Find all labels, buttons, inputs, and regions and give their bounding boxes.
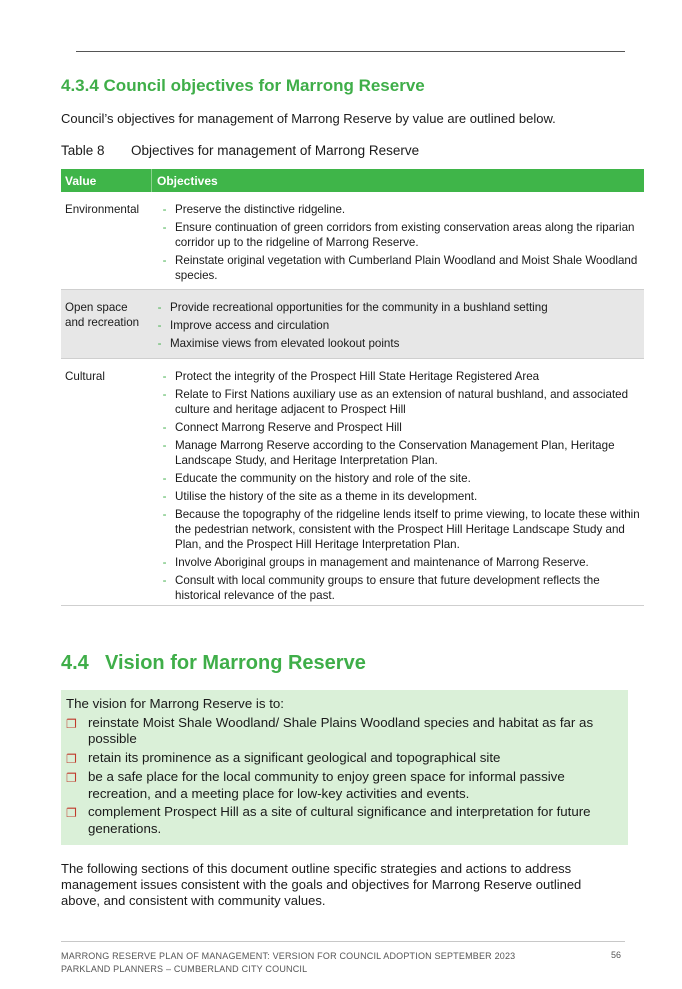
table-number: Table 8 <box>61 143 105 158</box>
dash-marker: - <box>162 370 167 383</box>
dash-marker: - <box>162 574 167 587</box>
header-objectives: Objectives <box>157 174 218 188</box>
list-item: - Preserve the distinctive ridgeline. <box>154 202 644 217</box>
checkbox-bullet-icon: ❐ <box>66 751 77 766</box>
list-item: - Manage Marrong Reserve according to the Conservation Management Plan, Heritage Landscape Study, and Heritage Interpretation Plan. <box>154 438 644 468</box>
dash-marker: - <box>162 490 167 503</box>
vision-heading <box>61 652 366 675</box>
dash-marker: - <box>162 388 167 401</box>
table-row <box>61 359 644 606</box>
section-heading: 4.3.4 Council objectives for Marrong Reserve <box>61 76 425 95</box>
dash-marker: - <box>157 337 162 350</box>
dash-marker: - <box>162 556 167 569</box>
list-item: - Ensure continuation of green corridors from existing conservation areas along the riparian corridor up to the ridgeline of Marrong Reserve. <box>154 220 644 250</box>
list-item: - Consult with local community groups to ensure that future development reflects the historical relevance of the past. <box>154 573 644 603</box>
row-value: Environmental <box>65 203 140 216</box>
list-item: - Connect Marrong Reserve and Prospect Hill <box>154 420 644 435</box>
page-number: 56 <box>611 950 622 960</box>
dash-marker: - <box>162 421 167 434</box>
list-item: - Because the topography of the ridgeline lends itself to prime viewing, to locate these within the pedestrian network, consistent with the Prospect Hill Heritage Landscape Study and Plan, and the Prospect Hill Heritage Interpretation Plan. <box>154 507 644 552</box>
row-objectives <box>149 300 644 358</box>
vision-heading-text: Vision for Marrong Reserve <box>105 652 366 674</box>
list-item: - Educate the community on the history and role of the site. <box>154 471 644 486</box>
list-item: ❐ be a safe place for the local community to enjoy green space for informal passive recreation, and a meeting place for low-key activities and events. <box>66 769 565 801</box>
table-title: Objectives for management of Marrong Reserve <box>131 143 420 158</box>
list-item: - Protect the integrity of the Prospect Hill State Heritage Registered Area <box>154 369 644 384</box>
header-rule <box>76 51 625 52</box>
list-item: - Improve access and circulation <box>149 318 644 333</box>
footer-line-2: PARKLAND PLANNERS – CUMBERLAND CITY COUNCIL <box>61 964 308 974</box>
header-value: Value <box>61 169 152 192</box>
dash-marker: - <box>162 439 167 452</box>
closing-paragraph: The following sections of this document outline specific strategies and actions to address management issues consistent with the goals and objectives for Marrong Reserve outlined above, and consistent with community values. <box>61 861 582 908</box>
list-item: - Utilise the history of the site as a theme in its development. <box>154 489 644 504</box>
list-item: - Relate to First Nations auxiliary use as an extension of natural bushland, and associated culture and heritage adjacent to Prospect Hill <box>154 387 644 417</box>
dash-marker: - <box>162 508 167 521</box>
list-item: - Involve Aboriginal groups in management and maintenance of Marrong Reserve. <box>154 555 644 570</box>
table-row <box>61 192 644 290</box>
footer-rule <box>61 941 625 942</box>
checkbox-bullet-icon: ❐ <box>66 806 77 820</box>
vision-box <box>61 690 628 845</box>
section-intro: Council’s objectives for management of Marrong Reserve by value are outlined below. <box>61 111 556 126</box>
table-row <box>61 290 644 359</box>
list-item: - Maximise views from elevated lookout points <box>149 336 644 351</box>
vision-lead: The vision for Marrong Reserve is to: <box>66 696 285 711</box>
vision-section-number: 4.4 <box>61 652 89 674</box>
dash-marker: - <box>162 221 167 234</box>
objectives-table <box>61 169 644 606</box>
list-item: ❐ retain its prominence as a significant geological and topographical site <box>66 749 501 766</box>
table-caption <box>61 143 419 158</box>
dash-marker: - <box>162 254 167 267</box>
row-objectives <box>152 202 644 289</box>
checkbox-bullet-icon: ❐ <box>66 716 77 731</box>
list-item: ❐ reinstate Moist Shale Woodland/ Shale Plains Woodland species and habitat as far as possible <box>66 714 594 746</box>
table-header-row <box>61 169 644 192</box>
row-value: Open space and recreation <box>65 301 140 329</box>
list-item: - Provide recreational opportunities for the community in a bushland setting <box>149 300 644 315</box>
list-item: ❐ complement Prospect Hill as a site of cultural significance and interpretation for future generations. <box>66 804 591 836</box>
dash-marker: - <box>162 472 167 485</box>
row-objectives <box>152 369 644 605</box>
checkbox-bullet-icon: ❐ <box>66 771 77 785</box>
dash-marker: - <box>162 203 167 216</box>
dash-marker: - <box>157 301 162 314</box>
row-value: Cultural <box>65 370 105 383</box>
list-item: - Reinstate original vegetation with Cumberland Plain Woodland and Moist Shale Woodland species. <box>154 253 644 283</box>
footer <box>61 950 515 976</box>
footer-line-1: MARRONG RESERVE PLAN OF MANAGEMENT: VERSION FOR COUNCIL ADOPTION SEPTEMBER 2023 <box>61 951 516 961</box>
dash-marker: - <box>157 319 162 332</box>
